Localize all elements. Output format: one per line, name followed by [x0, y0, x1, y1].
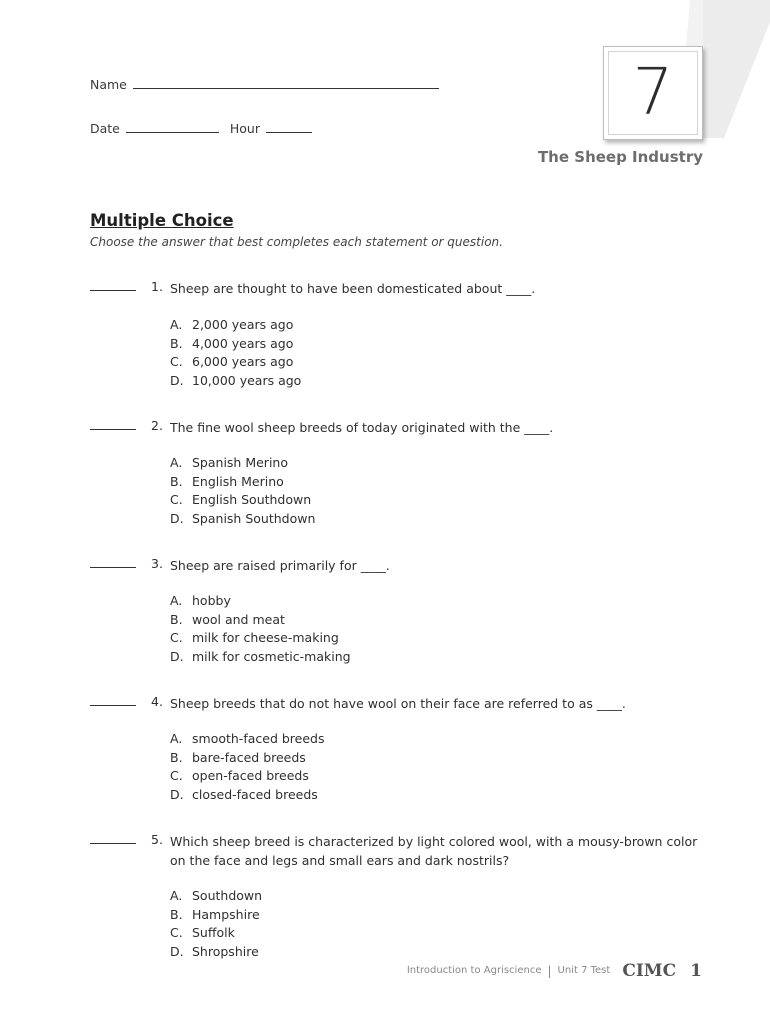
- options-list: [170, 887, 262, 961]
- option-b: [170, 906, 262, 925]
- options-list: [170, 730, 324, 804]
- option-letter: D.: [170, 943, 184, 959]
- option-c: [170, 767, 324, 786]
- option-text: 2,000 years ago: [192, 317, 294, 332]
- hour-label: Hour: [229, 121, 260, 136]
- option-c: [170, 629, 351, 648]
- name-label: Name: [90, 77, 127, 92]
- question-text: Which sheep breed is characterized by light colored wool, with a mousy-brown color on the face and legs and small ears and dark nostrils?: [170, 834, 698, 868]
- answer-blank[interactable]: [90, 705, 136, 706]
- option-letter: C.: [170, 768, 183, 784]
- section-title: Multiple Choice: [90, 211, 234, 230]
- option-text: Spanish Merino: [192, 455, 288, 470]
- option-letter: B.: [170, 335, 183, 351]
- option-a: [170, 592, 351, 611]
- option-d: [170, 786, 324, 805]
- name-blank[interactable]: [133, 87, 439, 89]
- options-list: [170, 592, 351, 666]
- option-letter: D.: [170, 786, 184, 802]
- option-a: [170, 454, 315, 473]
- section-instructions: Choose the answer that best completes each statement or question.: [90, 235, 503, 249]
- option-text: Spanish Southdown: [192, 510, 316, 526]
- option-letter: B.: [170, 749, 183, 765]
- option-text: smooth-faced breeds: [192, 731, 325, 746]
- question-number: 4.: [151, 694, 163, 709]
- option-letter: B.: [170, 906, 183, 922]
- option-text: milk for cosmetic-making: [192, 648, 351, 664]
- question-number: 3.: [151, 556, 163, 571]
- option-a: [170, 730, 324, 749]
- option-text: hobby: [192, 593, 231, 608]
- option-b: [170, 611, 351, 630]
- option-letter: B.: [170, 611, 183, 627]
- option-text: Hampshire: [192, 906, 260, 922]
- option-c: [170, 924, 262, 943]
- option-text: Southdown: [192, 888, 263, 903]
- option-letter: C.: [170, 630, 183, 646]
- unit-number-box: [603, 46, 703, 140]
- option-letter: A.: [170, 888, 183, 903]
- hour-blank[interactable]: [266, 131, 312, 133]
- option-letter: A.: [170, 317, 183, 332]
- option-letter: C.: [170, 925, 183, 941]
- question-number: 2.: [151, 418, 163, 433]
- option-letter: A.: [170, 455, 183, 470]
- option-text: Shropshire: [192, 943, 259, 959]
- cimc-logo: CIMC: [622, 960, 677, 981]
- option-d: [170, 648, 351, 667]
- option-letter: A.: [170, 731, 183, 746]
- date-label: Date: [90, 121, 120, 136]
- unit-title: The Sheep Industry: [537, 148, 703, 166]
- date-blank[interactable]: [126, 131, 219, 133]
- option-letter: D.: [170, 648, 184, 664]
- option-text: milk for cheese-making: [192, 630, 339, 646]
- answer-blank[interactable]: [90, 567, 136, 568]
- answer-blank[interactable]: [90, 429, 136, 430]
- question-text: The fine wool sheep breeds of today originated with the ____.: [170, 420, 554, 435]
- option-b: [170, 473, 315, 492]
- answer-blank[interactable]: [90, 843, 136, 844]
- option-b: [170, 335, 301, 354]
- option-text: 6,000 years ago: [192, 354, 294, 370]
- option-letter: C.: [170, 354, 183, 370]
- option-c: [170, 353, 301, 372]
- footer-separator: |: [547, 963, 552, 978]
- option-text: bare-faced breeds: [192, 749, 306, 765]
- question-text: Sheep are raised primarily for ____.: [170, 558, 390, 573]
- option-a: [170, 316, 301, 335]
- option-c: [170, 491, 315, 510]
- answer-blank[interactable]: [90, 290, 136, 291]
- option-d: [170, 510, 315, 529]
- question-text: Sheep breeds that do not have wool on their face are referred to as ____.: [170, 696, 626, 711]
- option-b: [170, 749, 324, 768]
- option-text: 10,000 years ago: [192, 372, 302, 388]
- option-letter: B.: [170, 473, 183, 489]
- option-text: 4,000 years ago: [192, 335, 294, 351]
- option-text: wool and meat: [192, 611, 285, 627]
- name-field-row: [90, 77, 439, 92]
- option-d: [170, 943, 262, 962]
- question-number: 1.: [151, 279, 163, 294]
- footer-test: Unit 7 Test: [557, 965, 611, 976]
- question-number: 5.: [151, 832, 163, 847]
- option-text: Suffolk: [192, 925, 235, 941]
- unit-number-box-inner: [608, 51, 698, 135]
- date-hour-field-row: [90, 121, 312, 136]
- option-text: open-faced breeds: [192, 768, 309, 784]
- footer-course: Introduction to Agriscience: [406, 965, 542, 976]
- option-d: [170, 372, 301, 391]
- option-letter: C.: [170, 492, 183, 508]
- unit-number: 7: [632, 56, 674, 130]
- question-text: Sheep are thought to have been domesticated about ____.: [170, 281, 536, 296]
- option-letter: A.: [170, 593, 183, 608]
- option-a: [170, 887, 262, 906]
- options-list: [170, 316, 301, 390]
- page-number: 1: [690, 960, 702, 981]
- option-text: English Merino: [192, 473, 284, 489]
- options-list: [170, 454, 315, 528]
- option-text: English Southdown: [192, 492, 312, 508]
- option-letter: D.: [170, 510, 184, 526]
- page-footer: [0, 960, 702, 981]
- option-letter: D.: [170, 372, 184, 388]
- option-text: closed-faced breeds: [192, 786, 318, 802]
